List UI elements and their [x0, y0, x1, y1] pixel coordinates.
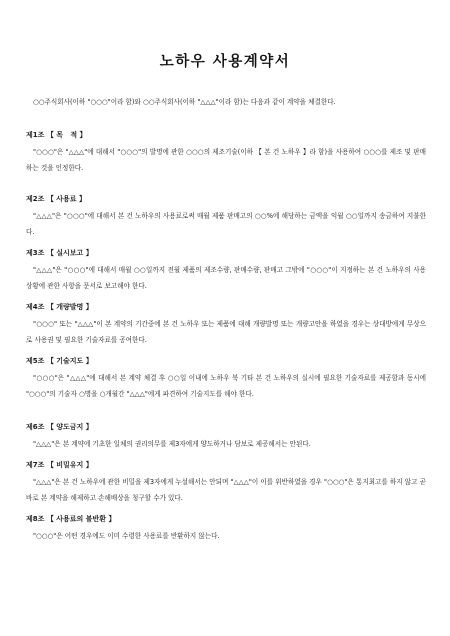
article-body: "△△△"은 본 계약에 기초한 일체의 권리의무를 제3자에게 양도하거나 담보로 제공해서는 안된다. — [33, 440, 311, 448]
article-7 — [26, 460, 426, 506]
article-body: "△△△"은 본 건 노하우에 관한 비밀을 제3자에게 누설해서는 안되며 "△△△"이 이를 위반하였을 경우 "○○○"은 통지최고를 하지 않고 곧바로 본 계약을 해제하고 손해배상을 청구할 수가 있다. — [26, 478, 426, 502]
article-body: "○○○" 또는 "△△△"이 본 계약의 기간중에 본 건 노하우 또는 제품에 대해 개량발명 또는 개량고안을 하였을 경우는 상대방에게 무상으로 사용권 및 필요한 기술자료를 공여한다. — [26, 320, 426, 344]
article-6 — [26, 422, 426, 452]
article-1 — [26, 130, 426, 176]
article-heading: 제5조 【 기술지도 】 — [26, 357, 93, 365]
article-body: "○○○"은 "△△△"에 대해서 "○○○"의 발명에 관한 ○○○의 제조기술(이하 【 본 건 노하우 】라 함)을 사용하여 ○○○를 제조 및 판매하는 것을 인정한다. — [26, 148, 426, 172]
article-heading: 제6조 【 양도금지 】 — [26, 423, 93, 431]
article-heading: 제2조 【 사용료 】 — [26, 195, 86, 203]
article-body: "△△△"은 "○○○"에 대해서 매월 ○○일까지 전월 제품의 제조수량, 판매수량, 판매고 그밖에 "○○○"이 지정하는 본 건 노하우의 사용 상황에 관한 사항을 문서로 보고해야 한다. — [26, 266, 426, 290]
contract-intro: ○○주식회사(이하 "○○○"이라 함)와 ○○주식회사(이하 "△△△"이라 함)는 다음과 같이 계약을 체결한다. — [33, 98, 336, 106]
article-8 — [26, 514, 426, 544]
article-heading: 제1조 【 목 적 】 — [26, 131, 87, 139]
article-heading: 제7조 【 비밀유지 】 — [26, 461, 93, 469]
article-5 — [26, 356, 426, 402]
article-2 — [26, 194, 426, 240]
article-heading: 제3조 【 실시보고 】 — [26, 249, 93, 257]
article-body: "△△△"은 "○○○"에 대해서 본 건 노하우의 사용료로써 매월 제품 판매고의 ○○%에 해당하는 금액을 익월 ○○일까지 송금하여 지불한다. — [26, 212, 426, 236]
article-heading: 제4조 【 개량발명 】 — [26, 303, 93, 311]
article-3 — [26, 248, 426, 294]
article-heading: 제8조 【 사용료의 불반환 】 — [26, 515, 116, 523]
article-4 — [26, 302, 426, 348]
document-title: 노하우 사용계약서 — [159, 53, 291, 70]
article-body: "○○○"은 어떤 경우에도 이미 수령한 사용료를 반환하지 않는다. — [33, 532, 220, 540]
article-body: "○○○"은 "△△△"에 대해서 본 계약 체결 후 ○○일 이내에 노하우 북 기타 본 건 노하우의 실시에 필요한 기술자료를 제공함과 동시에 "○○○"의 기술자 ○명을 ○개월간 "△△△"에게 파견하여 기술지도를 해야 한다. — [26, 374, 426, 398]
